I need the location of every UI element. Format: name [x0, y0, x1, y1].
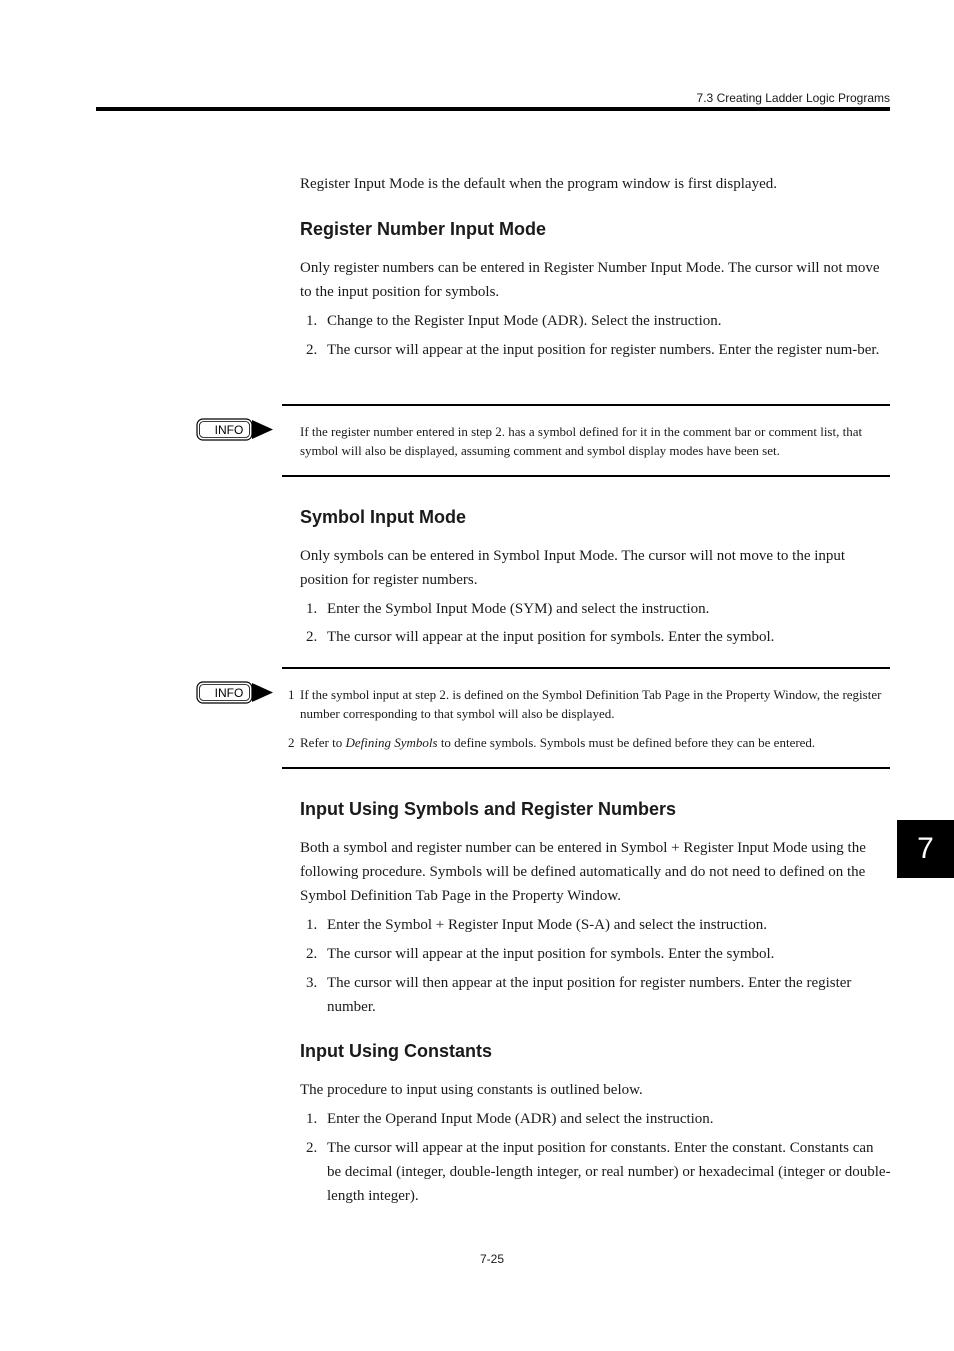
info-note-number: 2	[288, 735, 295, 750]
constants-paragraph: The procedure to input using constants is outlined below.	[300, 1082, 643, 1098]
info-box-bottom-rule	[282, 767, 890, 769]
list-item-text: Change to the Register Input Mode (ADR). Select the instruction.	[327, 313, 722, 329]
list-item-number: 2.	[306, 629, 318, 645]
list-item-number: 1.	[306, 601, 318, 617]
list-item	[300, 1107, 891, 1131]
info-note-item	[288, 733, 890, 752]
info-box-top-rule	[282, 404, 890, 406]
list-item	[300, 942, 891, 966]
info-note-text	[300, 733, 890, 752]
page-number: 7-25	[479, 1252, 505, 1266]
list-item-text: The cursor will then appear at the input position for register numbers. Enter the register number.	[327, 975, 852, 1015]
info-box-top-rule	[282, 667, 890, 669]
list-item	[300, 625, 891, 649]
list-item-number: 3.	[306, 975, 318, 991]
chapter-tab: 7	[897, 820, 954, 878]
info-note-item	[288, 685, 890, 723]
intro-paragraph: Register Input Mode is the default when the program window is first displayed.	[300, 176, 777, 192]
info-icon-label: INFO	[214, 686, 244, 700]
symbols-registers-paragraph: Both a symbol and register number can be entered in Symbol + Register Input Mode using the following procedure. Symbols will be defined automatically and do not need to defined on the Symbol Definition Tab Page in the Property Window.	[300, 840, 866, 904]
list-item-text: Enter the Operand Input Mode (ADR) and select the instruction.	[327, 1111, 714, 1127]
list-item-text: Enter the Symbol + Register Input Mode (S-A) and select the instruction.	[327, 917, 768, 933]
info-box-bottom-rule	[282, 475, 890, 477]
symbol-mode-paragraph: Only symbols can be entered in Symbol Input Mode. The cursor will not move to the input position for register numbers.	[300, 548, 846, 588]
list-item-number: 2.	[306, 342, 318, 358]
list-item	[300, 913, 891, 937]
info-icon	[196, 680, 274, 706]
list-item-number: 2.	[306, 946, 318, 962]
list-item	[300, 597, 891, 621]
list-item-text: Enter the Symbol Input Mode (SYM) and select the instruction.	[327, 601, 710, 617]
header-section-title: 7.3 Creating Ladder Logic Programs	[696, 91, 890, 105]
header-rule	[96, 107, 890, 111]
list-item-number: 1.	[306, 917, 318, 933]
info-note-text-after: to define symbols. Symbols must be defined before they can be entered.	[437, 735, 816, 750]
symbols-registers-heading: Input Using Symbols and Register Numbers	[300, 799, 677, 819]
info-note-text: If the symbol input at step 2. is defined on the Symbol Definition Tab Page in the Property Window, the register number corresponding to that symbol will also be displayed.	[300, 687, 882, 721]
list-item-number: 2.	[306, 1140, 318, 1156]
register-number-mode-heading: Register Number Input Mode	[300, 219, 547, 239]
list-item	[300, 1136, 891, 1208]
info-icon	[196, 417, 274, 443]
list-item-text: The cursor will appear at the input position for symbols. Enter the symbol.	[327, 629, 775, 645]
info-note-text-before: Refer to	[300, 735, 346, 750]
defining-symbols-reference: Defining Symbols	[345, 735, 438, 750]
info-note-number: 1	[288, 687, 295, 702]
list-item-text: The cursor will appear at the input position for symbols. Enter the symbol.	[327, 946, 775, 962]
list-item	[300, 338, 891, 362]
info-note: If the register number entered in step 2. has a symbol defined for it in the comment bar or comment list, that symbol will also be displayed, assuming comment and symbol display modes have been set.	[300, 424, 863, 458]
list-item	[300, 971, 891, 1019]
list-item-text: The cursor will appear at the input position for constants. Enter the constant. Constants can be decimal (integer, double-length integer, or real number) or hexadecimal (integer or double-length integer).	[327, 1140, 891, 1204]
list-item-text: The cursor will appear at the input position for register numbers. Enter the register num-ber.	[327, 342, 880, 358]
list-item-number: 1.	[306, 313, 318, 329]
list-item-number: 1.	[306, 1111, 318, 1127]
info-icon-label: INFO	[214, 423, 244, 437]
constants-heading: Input Using Constants	[300, 1041, 492, 1061]
register-number-mode-paragraph: Only register numbers can be entered in Register Number Input Mode. The cursor will not move to the input position for symbols.	[300, 260, 880, 300]
symbol-mode-heading: Symbol Input Mode	[300, 507, 466, 527]
list-item	[300, 309, 891, 333]
